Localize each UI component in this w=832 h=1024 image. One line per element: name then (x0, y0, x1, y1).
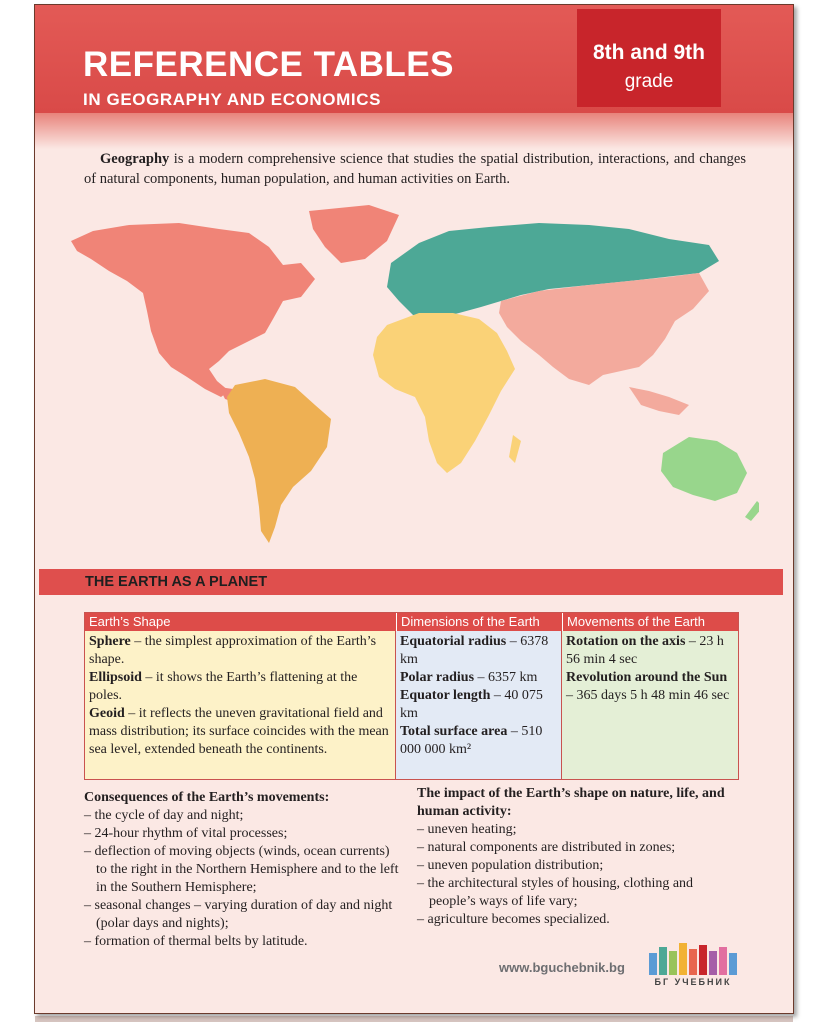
shape-ellipsoid: Ellipsoid – it shows the Earth’s flattening at the poles. (89, 670, 358, 703)
section-title: THE EARTH AS A PLANET (85, 574, 268, 590)
list-item: – formation of thermal belts by latitude. (84, 934, 308, 949)
impact-list (417, 821, 735, 929)
dim-surface-area: Total surface area – 510 000 000 km² (400, 724, 543, 757)
greenland-shape (309, 205, 399, 263)
shape-column (85, 631, 396, 779)
list-item: – deflection of moving objects (winds, ocean currents) to the right in the Northern Hemisphere and to the left in the Southern Hemisphere; (84, 844, 399, 895)
logo-text: БГ УЧЕБНИК (654, 977, 732, 987)
south-america-shape (227, 379, 331, 543)
header-movements: Movements of the Earth (562, 613, 738, 631)
page-title: REFERENCE TABLES (83, 45, 454, 84)
intro-text: is a modern comprehensive science that studies the spatial distribution, interactions, and changes of natural components, human population, and human activities on Earth. (84, 151, 746, 187)
consequences-title: Consequences of the Earth’s movements: (84, 790, 330, 805)
publisher-url[interactable]: www.bguchebnik.bg (499, 960, 625, 975)
list-item: – natural components are distributed in zones; (417, 840, 676, 855)
southeast-asia-shape (629, 387, 689, 415)
new-zealand-shape (745, 501, 759, 521)
reference-card (34, 4, 794, 1014)
dim-polar-radius: Polar radius – 6357 km (400, 670, 538, 685)
impact-block (417, 785, 735, 929)
list-item: – the architectural styles of housing, clothing and people’s ways of life vary; (417, 876, 694, 909)
header-dimensions: Dimensions of the Earth (396, 613, 562, 631)
grade-badge (577, 9, 721, 107)
consequences-block (84, 789, 402, 951)
page-subtitle: IN GEOGRAPHY AND ECONOMICS (83, 90, 382, 109)
madagascar-shape (509, 435, 521, 463)
australia-shape (661, 437, 747, 501)
intro-term: Geography (100, 151, 170, 167)
dimensions-column (396, 631, 562, 779)
list-item: – uneven heating; (417, 822, 517, 837)
list-item: – seasonal changes – varying duration of day and night (polar days and nights); (84, 898, 393, 931)
north-america-shape (71, 223, 315, 397)
header-earth-shape: Earth’s Shape (85, 613, 396, 631)
list-item: – the cycle of day and night; (84, 808, 244, 823)
dim-equator-length: Equator length – 40 075 km (400, 688, 543, 721)
shape-sphere: Sphere – the simplest approximation of the Earth’s shape. (89, 634, 377, 667)
grade-level: 8th and 9th (592, 41, 705, 64)
impact-title: The impact of the Earth’s shape on nature, life, and human activity: (417, 786, 725, 819)
move-revolution: Revolution around the Sun – 365 days 5 h 48 min 46 sec (566, 670, 730, 703)
africa-shape (373, 313, 515, 473)
list-item: – uneven population distribution; (417, 858, 604, 873)
consequences-list (84, 807, 402, 951)
shape-geoid: Geoid – it reflects the uneven gravitational field and mass distribution; its surface coincides with the mean sea level, extended beneath the continents. (89, 706, 389, 757)
header-fade (35, 113, 793, 149)
dim-equatorial-radius: Equatorial radius – 6378 km (400, 634, 549, 667)
grade-label: grade (624, 71, 674, 92)
list-item: – 24-hour rhythm of vital processes; (84, 826, 288, 841)
world-map (69, 201, 759, 561)
move-rotation: Rotation on the axis – 23 h 56 min 4 sec (566, 634, 724, 667)
section-header (39, 569, 783, 595)
header-banner (35, 5, 793, 113)
list-item: – agriculture becomes specialized. (417, 912, 610, 927)
intro-paragraph (84, 149, 746, 189)
earth-facts-table (84, 612, 739, 780)
movements-column (562, 631, 738, 779)
